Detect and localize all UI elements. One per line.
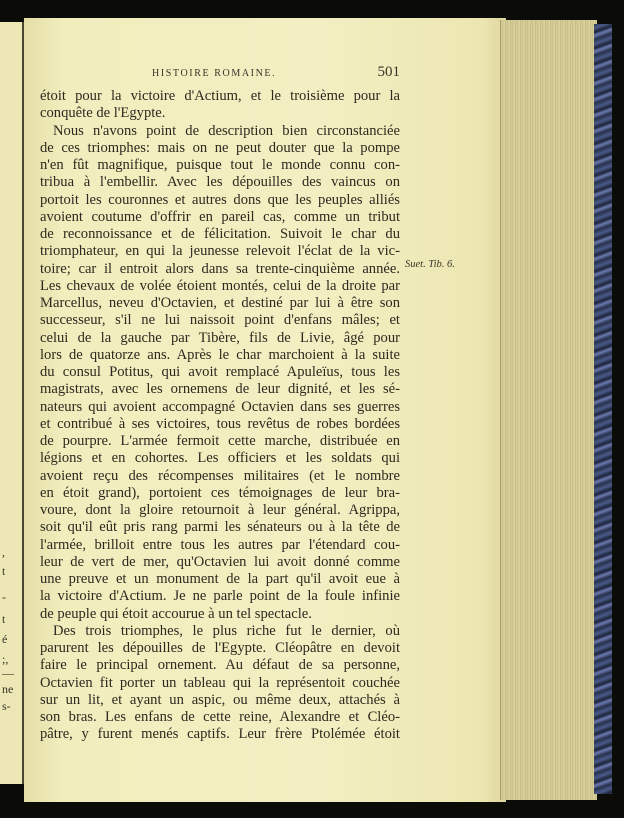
text-line: une preuve et un monument de la part qu'il avoit eue à — [40, 571, 400, 587]
text-line: nateurs qui avoient accompagné Octavien dans ses guerres — [40, 398, 400, 415]
facing-page-fragment: , — [2, 545, 5, 559]
text-line: de peuple qui étoit accourue à un tel spectacle. — [40, 605, 312, 622]
text-line: de pourpre. L'armée fermoit cette marche, distribuée en — [40, 433, 400, 449]
text-line: triomphateur, en qui la jeunesse relevoit l'éclat de la vic- — [40, 243, 400, 260]
text-line: son bras. Les enfans de cette reine, Alexandre et Cléo- — [40, 709, 400, 725]
facing-page-fragment: — — [2, 666, 14, 680]
facing-page-fragment: t — [2, 564, 6, 578]
text-line: en étoit grand), portoient ces témoignages de leur bra- — [40, 484, 400, 501]
text-line: Marcellus, neveu d'Octavien, et destiné par lui à être son — [40, 295, 400, 311]
text-line: et contribué à ses victoires, tous revêtus de robes bordées — [40, 415, 400, 432]
text-line: successeur, s'il ne lui naissoit point d'enfans mâles; et — [40, 312, 400, 329]
running-head — [152, 64, 400, 81]
facing-page-fragment: é — [2, 632, 8, 646]
text-line: du consul Potitus, qui avoit remplacé Apuleïus, tous les — [40, 364, 400, 380]
text-line: conquête de l'Egypte. — [40, 105, 166, 122]
text-line: légions et en cohortes. Les officiers et les soldats qui — [40, 450, 400, 467]
text-line: voure, dont la gloire retournoit à leur général. Agrippa, — [40, 502, 400, 518]
text-line: l'armée, brilloit entre tous les autres par l'étendard cou- — [40, 536, 400, 553]
text-line: tribua à l'embellir. Avec les dépouilles des vaincus on — [40, 174, 400, 191]
text-line: avoient coutume d'offrir en pareil cas, comme un tribut — [40, 208, 400, 225]
marbled-cover — [594, 24, 612, 794]
facing-page-fragment: ne — [2, 682, 14, 696]
text-line: lors de quatorze ans. Après le char marchoient à la suite — [40, 346, 400, 363]
text-line: avoient reçu des récompenses militaires (et le nombre — [40, 467, 400, 484]
facing-page-fragment: t — [2, 612, 6, 626]
facing-page-fragment: s- — [2, 699, 11, 713]
text-line: pâtre, y furent menés captifs. Leur frère Ptolémée étoit — [40, 726, 400, 743]
running-title: HISTOIRE ROMAINE. — [152, 68, 277, 79]
text-line: Les chevaux de volée étoient montés, celui de la droite par — [40, 277, 400, 294]
facing-page-fragment: ;, — [2, 652, 9, 666]
text-line: toire; car il entroit alors dans sa trente-cinquième année. — [40, 260, 400, 277]
text-line: magistrats, avec les ornemens de leur dignité, et les sé- — [40, 381, 400, 398]
text-line: faire le principal ornement. Au défaut de sa personne, — [40, 657, 400, 674]
text-line: leur de vert de mer, qu'Octavien lui avoit donné comme — [40, 553, 400, 570]
text-line: celui de la gauche par Tibère, fils de Livie, âgé pour — [40, 329, 400, 346]
text-line: étoit pour la victoire d'Actium, et le troisième pour la — [40, 88, 400, 104]
page-edges — [500, 20, 597, 800]
facing-page-fragment: - — [2, 590, 6, 604]
text-line: portoit les couronnes et autres dons que les peuples alliés — [40, 191, 400, 208]
text-line: Nous n'avons point de description bien circonstanciée — [53, 122, 400, 139]
text-line: la victoire d'Actium. Je ne parle point de la foule infinie — [40, 588, 400, 605]
text-line: sur un lit, et ayant un aspic, ou même deux, attachés à — [40, 691, 400, 708]
text-line: de reconnoissance et de félicitation. Suivoit le char du — [40, 226, 400, 242]
text-line: Octavien fit porter un tableau qui la représentoit couchée — [40, 674, 400, 691]
text-line: soit qu'il eût pris rang parmi les sénateurs ou à la tête de — [40, 519, 400, 536]
text-line: n'en fût magnifique, puisque tout le monde connu con- — [40, 157, 400, 173]
body-text — [40, 88, 400, 744]
text-line: Des trois triomphes, le plus riche fut le dernier, où — [53, 622, 400, 639]
page-number: 501 — [377, 64, 400, 80]
text-line: de ces triomphes: mais on ne peut douter que la pompe — [40, 139, 400, 156]
text-line: parurent les dépouilles de l'Egypte. Cléopâtre en devoit — [40, 640, 400, 656]
margin-note: Suet. Tib. 6. — [405, 259, 455, 270]
